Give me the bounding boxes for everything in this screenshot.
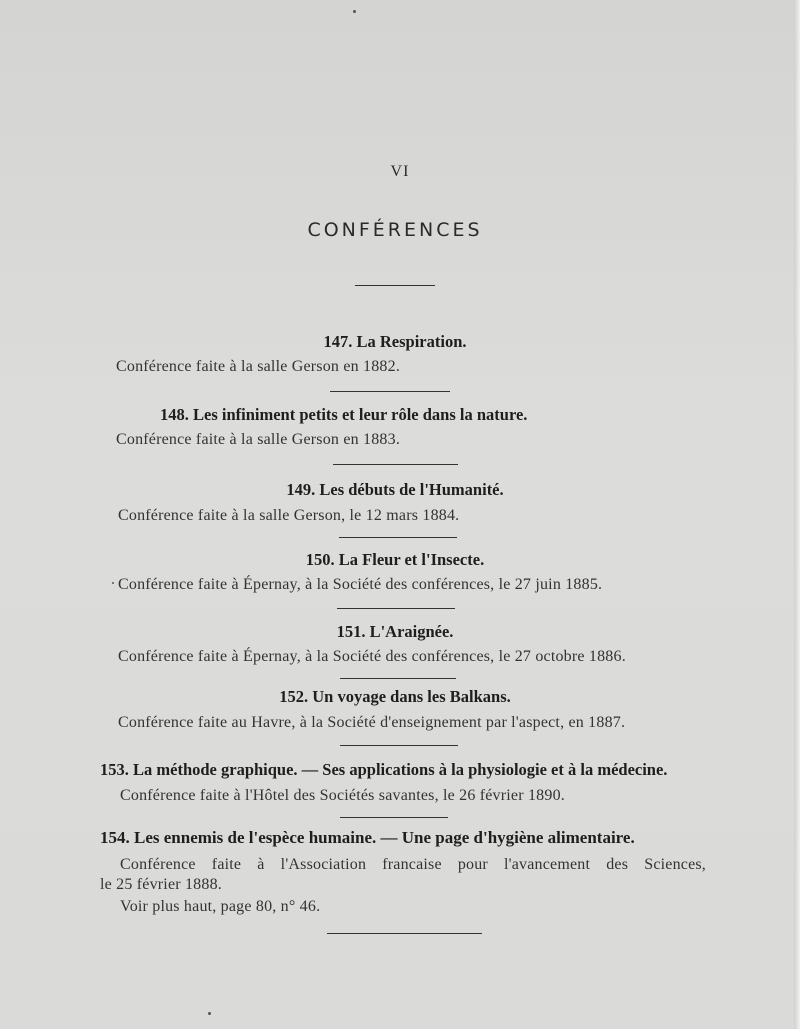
page-edge [794,0,800,1029]
section-number: VI [390,163,410,180]
print-speck [208,1012,211,1015]
entry-150-title: 150. La Fleur et l'Insecte. [305,550,485,569]
entry-rule [339,537,457,538]
print-speck [112,582,114,584]
entry-154-note-line-2: le 25 février 1888. [100,876,222,893]
entry-154-note-line-3: Voir plus haut, page 80, n° 46. [120,898,321,915]
entry-148-note: Conférence faite à la salle Gerson en 1883. [116,431,401,448]
entry-rule [340,745,458,746]
entry-149-title: 149. Les débuts de l'Humanité. [286,480,504,499]
entry-152-title: 152. Un voyage dans les Balkans. [279,687,511,706]
entry-153-title: 153. La méthode graphique. — Ses applications à la physiologie et à la médecine. [100,760,668,779]
entry-154-title: 154. Les ennemis de l'espèce humaine. — Une page d'hygiène alimentaire. [100,828,635,847]
print-speck [353,10,356,13]
entry-rule [333,464,458,465]
entry-152-note: Conférence faite au Havre, à la Société d'enseignement par l'aspect, en 1887. [118,714,626,731]
entry-rule [340,817,448,818]
entry-147-title: 147. La Respiration. [323,332,467,351]
section-title: CONFÉRENCES [307,219,483,241]
title-rule [355,285,435,286]
entry-rule [337,608,455,609]
entry-150-note: Conférence faite à Épernay, à la Société des conférences, le 27 juin 1885. [118,576,603,593]
entry-151-note: Conférence faite à Épernay, à la Société des conférences, le 27 octobre 1886. [118,648,626,665]
entry-rule [340,678,456,679]
entry-151-title: 151. L'Araignée. [336,622,454,641]
entry-153-note: Conférence faite à l'Hôtel des Sociétés savantes, le 26 février 1890. [120,787,565,804]
entry-149-note: Conférence faite à la salle Gerson, le 12 mars 1884. [118,507,460,524]
closing-rule [327,933,482,934]
entry-154-note-line-1: Conférence faite à l'Association francaise pour l'avancement des Sciences, [120,856,706,873]
entry-148-title: 148. Les infiniment petits et leur rôle dans la nature. [160,405,528,424]
entry-147-note: Conférence faite à la salle Gerson en 1882. [116,358,401,375]
entry-rule [330,391,450,392]
